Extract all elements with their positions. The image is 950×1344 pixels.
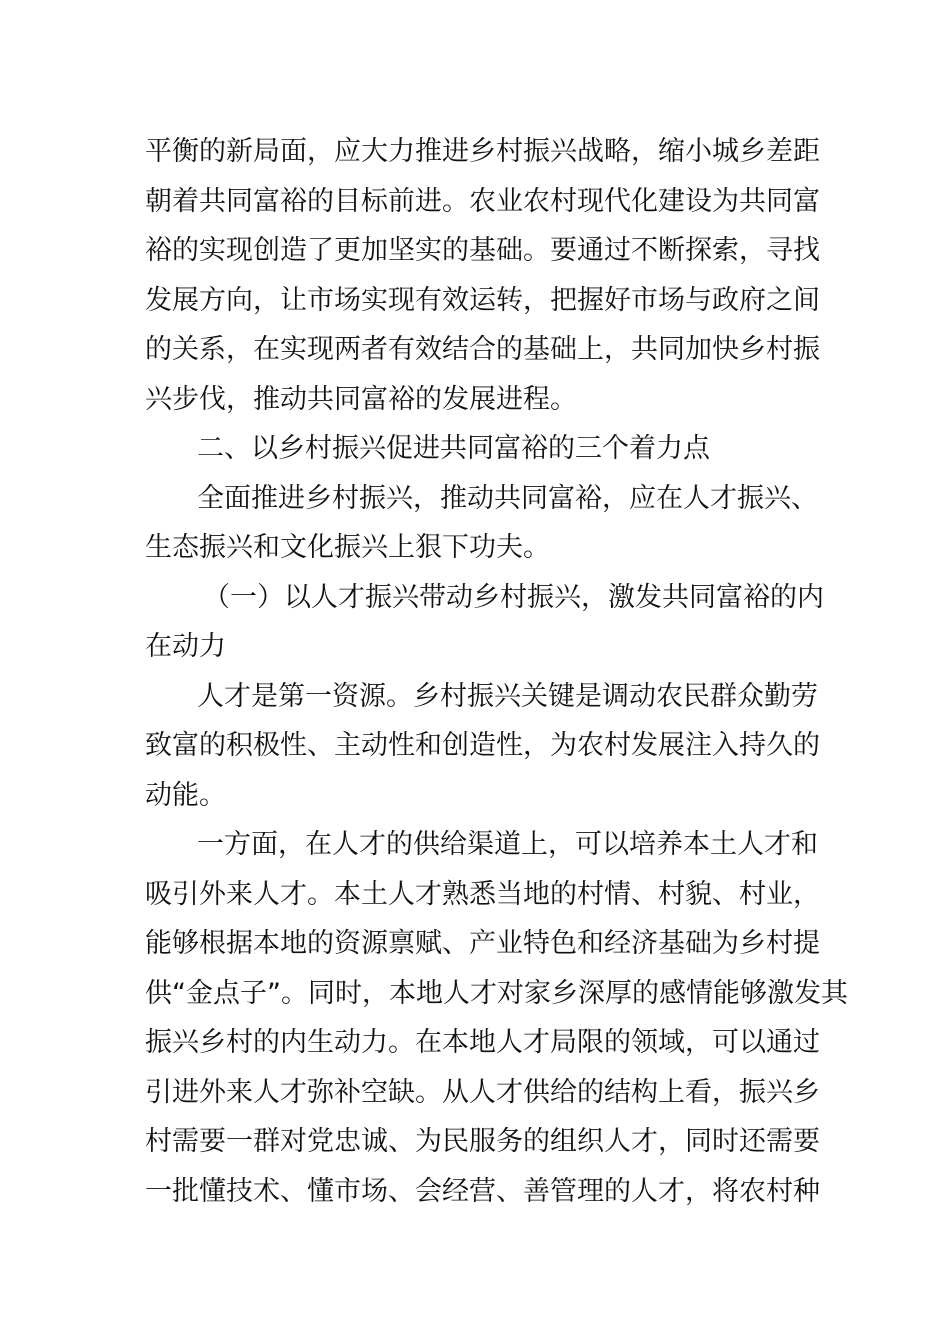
text-line: 振兴乡村的内生动力。在本地人才局限的领域，可以通过 — [145, 1027, 820, 1058]
body-text — [145, 127, 848, 1216]
text-line: 发展方向，让市场实现有效运转，把握好市场与政府之间 — [145, 284, 820, 316]
subsection-heading: （一）以人才振兴带动乡村振兴，激发共同富裕的内 — [203, 581, 824, 613]
text-line: 能够根据本地的资源禀赋、产业特色和经济基础为乡村提 — [145, 928, 820, 959]
text-line: 人才是第一资源。乡村振兴关键是调动农民群众勤劳 — [197, 680, 818, 712]
text-line: 供“金点子”。同时，本地人才对家乡深厚的感情能够激发其 — [145, 977, 848, 1009]
text-line: 朝着共同富裕的目标前进。农业农村现代化建设为共同富 — [145, 185, 820, 217]
text-line: 兴步伐，推动共同富裕的发展进程。 — [145, 383, 577, 415]
text-line: 一方面，在人才的供给渠道上，可以培养本土人才和 — [197, 829, 818, 860]
text-line: 动能。 — [145, 779, 226, 811]
text-line: 一批懂技术、懂市场、会经营、善管理的人才，将农村种 — [145, 1175, 820, 1207]
text-line: 村需要一群对党忠诚、为民服务的组织人才，同时还需要 — [145, 1126, 820, 1157]
text-line: 的关系，在实现两者有效结合的基础上，共同加快乡村振 — [145, 334, 820, 365]
subsection-heading-continued: 在动力 — [145, 631, 226, 662]
text-line: 裕的实现创造了更加坚实的基础。要通过不断探索，寻找 — [145, 235, 820, 266]
text-line: 吸引外来人才。本土人才熟悉当地的村情、村貌、村业， — [145, 878, 820, 910]
text-line: 致富的积极性、主动性和创造性，为农村发展注入持久的 — [145, 730, 820, 761]
text-line: 平衡的新局面，应大力推进乡村振兴战略，缩小城乡差距 — [145, 136, 820, 167]
text-line: 生态振兴和文化振兴上狠下功夫。 — [145, 532, 550, 563]
section-heading: 二、以乡村振兴促进共同富裕的三个着力点 — [197, 433, 710, 464]
text-line: 引进外来人才弥补空缺。从人才供给的结构上看，振兴乡 — [145, 1076, 820, 1108]
text-line: 全面推进乡村振兴，推动共同富裕，应在人才振兴、 — [197, 482, 818, 514]
